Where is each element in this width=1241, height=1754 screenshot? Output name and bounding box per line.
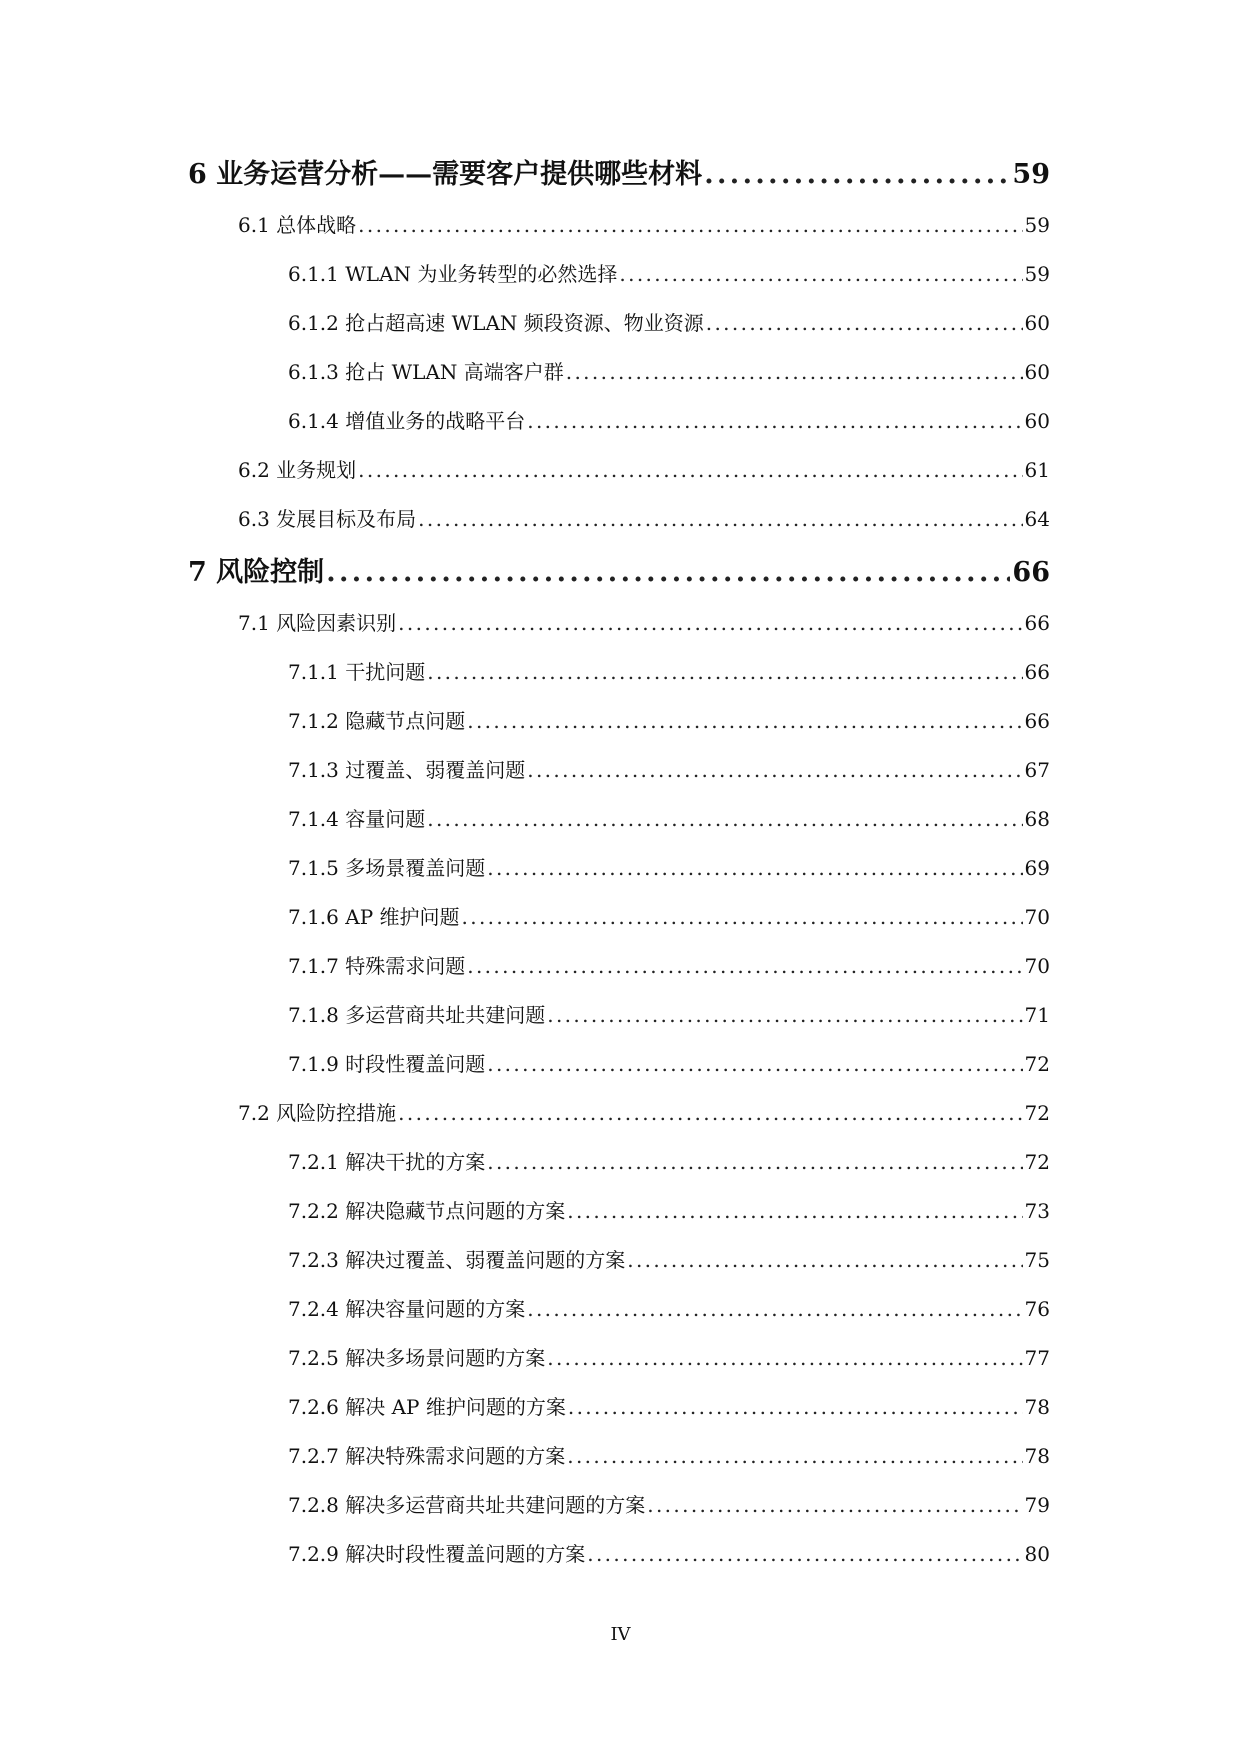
toc-dot-leader xyxy=(358,458,1022,482)
toc-entry[interactable] xyxy=(288,1146,1050,1175)
toc-dot-leader xyxy=(358,213,1022,237)
toc-entry-page: 66 xyxy=(1012,557,1050,588)
toc-entry-page: 75 xyxy=(1024,1248,1050,1272)
toc-entry-title: 6.1.1 WLAN 为业务转型的必然选择 xyxy=(288,262,618,286)
toc-dot-leader xyxy=(527,758,1022,782)
toc-entry[interactable] xyxy=(288,901,1050,930)
toc-dot-leader xyxy=(566,360,1023,384)
page-number-footer: IV xyxy=(610,1624,631,1645)
toc-entry-page: 79 xyxy=(1024,1493,1050,1517)
toc-entry[interactable] xyxy=(238,503,1050,532)
toc-entry[interactable] xyxy=(288,803,1050,832)
toc-dot-leader xyxy=(567,1199,1022,1223)
toc-entry[interactable] xyxy=(288,754,1050,783)
toc-entry-page: 67 xyxy=(1024,758,1050,782)
toc-dot-leader xyxy=(567,1444,1022,1468)
toc-entry-title: 7.2.2 解决隐藏节点问题的方案 xyxy=(288,1199,566,1223)
toc-entry-page: 60 xyxy=(1024,409,1050,433)
toc-entry-title: 7.1.2 隐藏节点问题 xyxy=(288,709,466,733)
toc-entry-page: 60 xyxy=(1024,360,1050,384)
toc-entry-title: 7.1.9 时段性覆盖问题 xyxy=(288,1052,486,1076)
toc-dot-leader xyxy=(427,660,1022,684)
toc-entry-title: 7.2.8 解决多运营商共址共建问题的方案 xyxy=(288,1493,646,1517)
toc-entry[interactable] xyxy=(288,1391,1050,1420)
toc-entry[interactable] xyxy=(288,1538,1050,1567)
toc-entry[interactable] xyxy=(188,152,1050,191)
toc-dot-leader xyxy=(487,1052,1022,1076)
toc-entry[interactable] xyxy=(188,550,1050,589)
toc-entry[interactable] xyxy=(238,1097,1050,1126)
toc-entry-title: 6.1.3 抢占 WLAN 高端客户群 xyxy=(288,360,564,384)
toc-entry-page: 69 xyxy=(1024,856,1050,880)
toc-entry-title: 7.1.1 干扰问题 xyxy=(288,660,426,684)
toc-entry[interactable] xyxy=(288,1440,1050,1469)
toc-entry-page: 72 xyxy=(1024,1101,1050,1125)
toc-entry-page: 59 xyxy=(1012,159,1050,190)
toc-entry-page: 61 xyxy=(1024,458,1050,482)
toc-entry[interactable] xyxy=(288,356,1050,385)
toc-entry-page: 78 xyxy=(1024,1444,1050,1468)
toc-entry-title: 7.2.7 解决特殊需求问题的方案 xyxy=(288,1444,566,1468)
toc-entry-page: 78 xyxy=(1024,1395,1050,1419)
toc-entry[interactable] xyxy=(238,454,1050,483)
toc-dot-leader xyxy=(527,1297,1022,1321)
toc-entry[interactable] xyxy=(288,950,1050,979)
toc-entry[interactable] xyxy=(288,705,1050,734)
toc-entry-title: 7.2.5 解决多场景问题旳方案 xyxy=(288,1346,546,1370)
toc-dot-leader xyxy=(706,311,1023,335)
toc-entry[interactable] xyxy=(288,1342,1050,1371)
toc-entry[interactable] xyxy=(288,656,1050,685)
toc-entry-page: 72 xyxy=(1024,1052,1050,1076)
toc-entry-title: 7.2.6 解决 AP 维护问题的方案 xyxy=(288,1395,566,1419)
toc-entry-title: 7.2.1 解决干扰的方案 xyxy=(288,1150,486,1174)
toc-entry-title: 7.2.3 解决过覆盖、弱覆盖问题的方案 xyxy=(288,1248,626,1272)
toc-entry-page: 77 xyxy=(1024,1346,1050,1370)
toc-entry[interactable] xyxy=(238,607,1050,636)
toc-entry[interactable] xyxy=(288,1195,1050,1224)
toc-entry-title: 7 风险控制 xyxy=(188,557,325,588)
toc-dot-leader xyxy=(467,954,1022,978)
toc-dot-leader xyxy=(647,1493,1022,1517)
toc-entry-title: 6.3 发展目标及布局 xyxy=(238,507,417,531)
toc-entry[interactable] xyxy=(288,1244,1050,1273)
toc-dot-leader xyxy=(568,1395,1023,1419)
toc-entry-page: 59 xyxy=(1024,262,1050,286)
toc-dot-leader xyxy=(467,709,1022,733)
toc-entry-page: 71 xyxy=(1024,1003,1050,1027)
toc-entry-page: 66 xyxy=(1024,611,1050,635)
toc-dot-leader xyxy=(587,1542,1022,1566)
toc-entry-title: 6.1 总体战略 xyxy=(238,213,357,237)
toc-entry-page: 59 xyxy=(1024,213,1050,237)
toc-entry-title: 7.2.9 解决时段性覆盖问题的方案 xyxy=(288,1542,586,1566)
toc-dot-leader xyxy=(398,1101,1022,1125)
toc-entry[interactable] xyxy=(288,999,1050,1028)
toc-entry[interactable] xyxy=(288,405,1050,434)
toc-dot-leader xyxy=(619,262,1022,286)
toc-dot-leader xyxy=(326,557,1010,588)
toc-entry-title: 7.2.4 解决容量问题的方案 xyxy=(288,1297,526,1321)
toc-entry-page: 72 xyxy=(1024,1150,1050,1174)
toc-entry-title: 7.1 风险因素识别 xyxy=(238,611,397,635)
toc-entry-page: 66 xyxy=(1024,660,1050,684)
toc-entry-title: 7.1.7 特殊需求问题 xyxy=(288,954,466,978)
toc-entry[interactable] xyxy=(288,258,1050,287)
toc-entry-page: 70 xyxy=(1024,954,1050,978)
toc-entry-title: 7.1.6 AP 维护问题 xyxy=(288,905,460,929)
toc-entry[interactable] xyxy=(288,1489,1050,1518)
toc-entry[interactable] xyxy=(288,1048,1050,1077)
toc-dot-leader xyxy=(627,1248,1022,1272)
toc-dot-leader xyxy=(418,507,1022,531)
toc-entry-page: 73 xyxy=(1024,1199,1050,1223)
toc-dot-leader xyxy=(547,1346,1022,1370)
toc-entry-title: 7.1.3 过覆盖、弱覆盖问题 xyxy=(288,758,526,782)
toc-entry-title: 7.1.5 多场景覆盖问题 xyxy=(288,856,486,880)
toc-entry[interactable] xyxy=(288,1293,1050,1322)
toc-dot-leader xyxy=(487,1150,1022,1174)
toc-entry-page: 68 xyxy=(1024,807,1050,831)
toc-entry-title: 7.2 风险防控措施 xyxy=(238,1101,397,1125)
toc-dot-leader xyxy=(462,905,1023,929)
toc-entry-page: 80 xyxy=(1024,1542,1050,1566)
toc-entry[interactable] xyxy=(238,209,1050,238)
toc-entry-page: 66 xyxy=(1024,709,1050,733)
toc-dot-leader xyxy=(547,1003,1022,1027)
toc-dot-leader xyxy=(704,159,1010,190)
toc-dot-leader xyxy=(427,807,1022,831)
toc-entry-page: 60 xyxy=(1024,311,1050,335)
toc-entry-title: 6 业务运营分析——需要客户提供哪些材料 xyxy=(188,159,703,190)
toc-dot-leader xyxy=(398,611,1022,635)
toc-entry-page: 64 xyxy=(1024,507,1050,531)
toc-dot-leader xyxy=(527,409,1022,433)
toc-entry[interactable] xyxy=(288,852,1050,881)
toc-entry[interactable] xyxy=(288,307,1050,336)
toc-entry-title: 7.1.8 多运营商共址共建问题 xyxy=(288,1003,546,1027)
toc-entry-title: 6.1.2 抢占超高速 WLAN 频段资源、物业资源 xyxy=(288,311,704,335)
toc-entry-title: 7.1.4 容量问题 xyxy=(288,807,426,831)
toc-entry-title: 6.1.4 增值业务的战略平台 xyxy=(288,409,526,433)
toc-entry-page: 76 xyxy=(1024,1297,1050,1321)
toc-dot-leader xyxy=(487,856,1022,880)
toc-entry-title: 6.2 业务规划 xyxy=(238,458,357,482)
toc-entry-page: 70 xyxy=(1024,905,1050,929)
